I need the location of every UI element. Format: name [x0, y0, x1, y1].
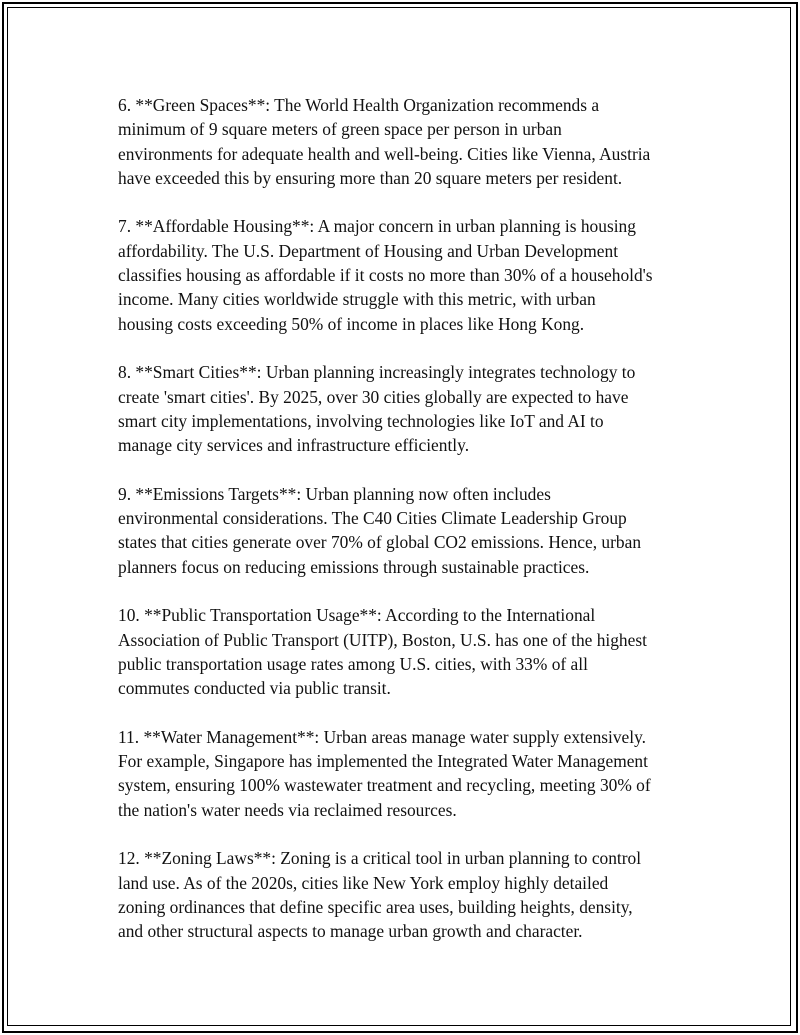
- paragraph-affordable-housing: 7. **Affordable Housing**: A major concern in urban planning is housing affordability. The U.S. Department of Housing and Urban Development classifies housing as affordable if it costs no more than 30% of a household's income. Many cities worldwide struggle with this metric, with urban housing costs exceeding 50% of income in places like Hong Kong.: [118, 216, 653, 334]
- paragraph-green-spaces: 6. **Green Spaces**: The World Health Organization recommends a minimum of 9 square meters of green space per person in urban environments for adequate health and well-being. Cities like Vienna, Austria have exceeded this by ensuring more than 20 square meters per resident.: [118, 95, 651, 188]
- paragraph-smart-cities: 8. **Smart Cities**: Urban planning increasingly integrates technology to create 'smart cities'. By 2025, over 30 cities globally are expected to have smart city implementations, involving technologies like IoT and AI to manage city services and infrastructure efficiently.: [118, 362, 636, 456]
- paragraph-emissions-targets: 9. **Emissions Targets**: Urban planning now often includes environmental considerations. The C40 Cities Climate Leadership Group states that cities generate over 70% of global CO2 emissions. Hence, urban planners focus on reducing emissions through sustainable practices.: [118, 483, 642, 577]
- paragraph-public-transportation: 10. **Public Transportation Usage**: According to the International Association of Public Transport (UITP), Boston, U.S. has one of the highest public transportation usage rates among U.S. cities, with 33% of all commutes conducted via public transit.: [118, 605, 647, 699]
- paragraph-water-management: 11. **Water Management**: Urban areas manage water supply extensively. For example, Singapore has implemented the Integrated Water Management system, ensuring 100% wastewater treatment and recycling, meeting 30% of the nation's water needs via reclaimed resources.: [118, 726, 651, 820]
- document-body: [118, 93, 688, 968]
- paragraph-zoning-laws: 12. **Zoning Laws**: Zoning is a critical tool in urban planning to control land use. As of the 2020s, cities like New York employ highly detailed zoning ordinances that define specific area uses, building heights, density, and other structural aspects to manage urban growth and character.: [118, 848, 642, 942]
